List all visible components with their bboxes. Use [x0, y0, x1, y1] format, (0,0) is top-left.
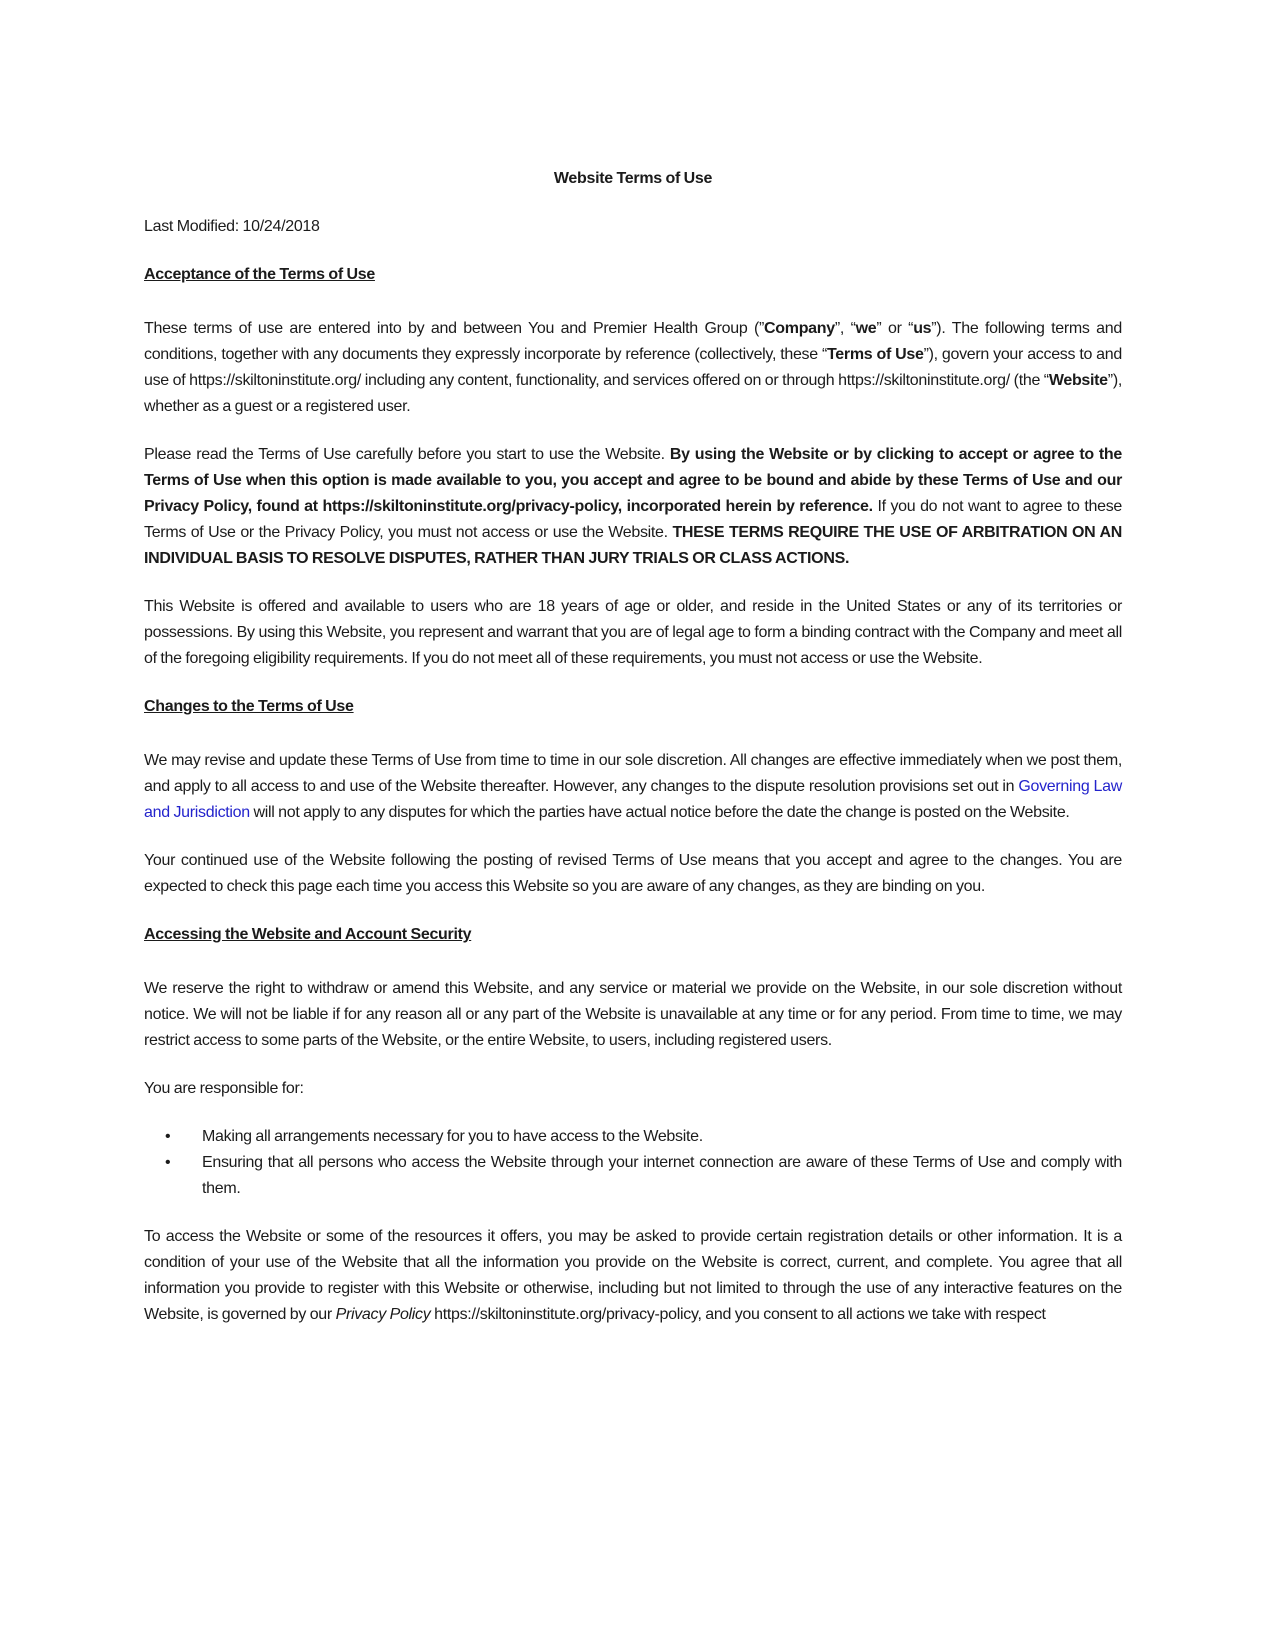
document-title: Website Terms of Use	[553, 170, 713, 187]
text-run: These terms of use are entered into by and between You and Premier Health Group (”	[144, 320, 765, 337]
heading-accessing-website: Accessing the Website and Account Security	[144, 926, 472, 943]
bold-run-us: us	[913, 320, 932, 337]
text-run: You are responsible for:	[144, 1080, 304, 1097]
text-run: This Website is offered and available to users who are 18 years of age or older, and reside in the United States or any of its territories or possessions. By using this Website, you represent and warrant that you are of legal age to form a binding contract with the Company and meet all of the foregoing eligibility requirements. If you do not meet all of these requirements, you must not access or use the Website.	[144, 598, 1122, 667]
paragraph-accessing-3	[144, 1224, 1122, 1328]
last-modified-line: Last Modified: 10/24/2018	[144, 218, 320, 235]
heading-changes-to-terms: Changes to the Terms of Use	[144, 698, 354, 715]
text-run: We reserve the right to withdraw or amend this Website, and any service or material we provide on the Website, in our sole discretion without notice. We will not be liable if for any reason all or any part of the Website is unavailable at any time or for any period. From time to time, we may restrict access to some parts of the Website, or the entire Website, to users, including registered users.	[144, 980, 1122, 1049]
list-item-persons-aware: • Ensuring that all persons who access the Website through your internet connection are aware of these Terms of Use and comply with them.	[144, 1150, 1122, 1202]
bold-run-website: Website	[1048, 372, 1108, 389]
bold-run-we: we	[855, 320, 877, 337]
text-run: ”, “	[834, 320, 856, 337]
bold-run-arbitration-notice: THESE TERMS REQUIRE THE USE OF ARBITRATION ON AN INDIVIDUAL BASIS TO RESOLVE DISPUTES, RATHER THAN JURY TRIALS OR CLASS ACTIONS.	[144, 524, 1122, 567]
bold-run-agreement-notice: By using the Website or by clicking to accept or agree to the Terms of Use when this option is made available to you, you accept and agree to be bound and abide by these Terms of Use and our Privacy Policy, found at https://skiltoninstitute.org/privacy-policy, incorporated herein by reference.	[144, 446, 1123, 515]
list-item-access-arrangements: • Making all arrangements necessary for you to have access to the Website.	[144, 1124, 1122, 1150]
paragraph-acceptance-1	[144, 316, 1122, 420]
paragraph-accessing-1	[144, 976, 1122, 1054]
responsibilities-list	[144, 1124, 1122, 1202]
text-run: Please read the Terms of Use carefully before you start to use the Website.	[144, 446, 670, 463]
text-run: ”), whether as a guest or a registered user.	[144, 372, 1122, 415]
paragraph-changes-2	[144, 848, 1122, 900]
text-run: ” or “	[876, 320, 914, 337]
paragraph-responsible-intro	[144, 1076, 1122, 1102]
italic-run-privacy-policy: Privacy Policy	[335, 1306, 431, 1323]
text-run: If you do not want to agree to these Terms of Use or the Privacy Policy, you must not access or use the Website.	[144, 498, 1123, 541]
text-run: We may revise and update these Terms of Use from time to time in our sole discretion. All changes are effective immediately when we post them, and apply to all access to and use of the Website thereafter. However, any changes to the dispute resolution provisions set out in	[144, 752, 1122, 795]
paragraph-acceptance-3	[144, 594, 1122, 672]
bold-run-terms-of-use: Terms of Use	[827, 346, 924, 363]
text-run: ”). The following terms and conditions, together with any documents they expressly incorporate by reference (collectively, these “	[144, 320, 1122, 363]
text-run: https://skiltoninstitute.org/privacy-policy, and you consent to all actions we take with respect	[430, 1306, 1046, 1323]
bold-run-company: Company	[764, 320, 835, 337]
text-run: will not apply to any disputes for which the parties have actual notice before the date the change is posted on the Website.	[249, 804, 1070, 821]
text-run: To access the Website or some of the resources it offers, you may be asked to provide certain registration details or other information. It is a condition of your use of the Website that all the information you provide on the Website is correct, current, and complete. You agree that all information you provide to register with this Website or otherwise, including but not limited to through the use of any interactive features on the Website, is governed by our	[144, 1228, 1122, 1323]
heading-acceptance-of-terms: Acceptance of the Terms of Use	[144, 266, 375, 283]
governing-law-jurisdiction-link[interactable]: Governing Law and Jurisdiction	[144, 778, 1123, 821]
text-run: Your continued use of the Website following the posting of revised Terms of Use means that you accept and agree to the changes. You are expected to check this page each time you access this Website so you are aware of any changes, as they are binding on you.	[144, 852, 1122, 895]
paragraph-changes-1	[144, 748, 1122, 826]
text-run: ”), govern your access to and use of https://skiltoninstitute.org/ including any content, functionality, and services offered on or through https://skiltoninstitute.org/ (the “	[144, 346, 1122, 389]
paragraph-acceptance-2	[144, 442, 1122, 572]
